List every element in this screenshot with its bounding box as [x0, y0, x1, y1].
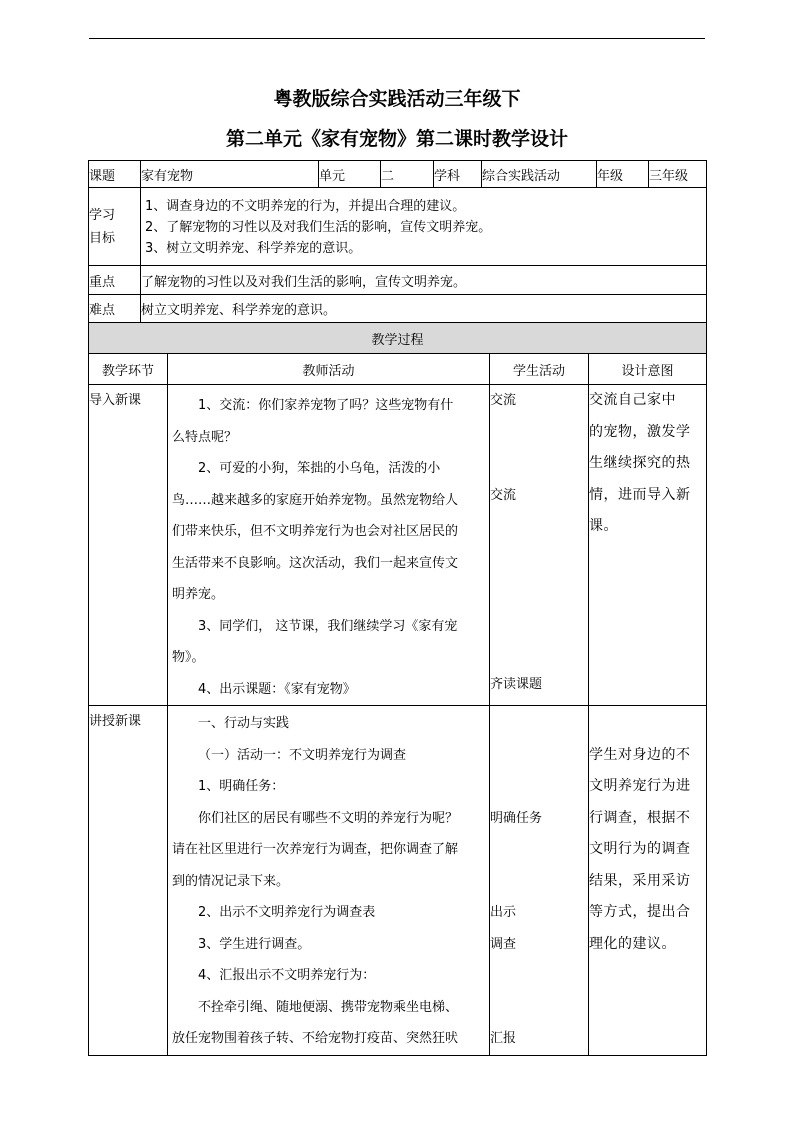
teach-intent-line: 等方式，提出合: [589, 904, 691, 920]
intro-teacher-activity: [168, 385, 490, 706]
teach-teacher-line: 不拴牵引绳、随地便溺、携带宠物乘坐电梯、: [198, 999, 459, 1015]
teach-teacher-line: 4、汇报出示不文明养宠行为：: [198, 968, 376, 983]
teach-student-activity: [490, 706, 589, 1056]
difficulty-value: 树立文明养宠、科学养宠的意识。: [141, 295, 707, 323]
teach-intent-line: 结果，采用采访: [589, 872, 691, 889]
intro-design-intent: [589, 385, 707, 706]
teach-teacher-line: 一、行动与实践: [198, 716, 290, 731]
process-header-row: [89, 323, 707, 354]
unit-value: 二: [381, 161, 434, 188]
intro-stage: 导入新课: [89, 385, 168, 706]
intro-row: [89, 385, 707, 706]
goal-item: 1、调查身边的不文明养宠的行为，并提出合理的建议。: [145, 199, 466, 214]
teach-teacher-line: （一）活动一：不文明养宠行为调查: [198, 747, 407, 763]
intro-teacher-line: 4、出示课题：《家有宠物》: [198, 681, 356, 697]
intro-teacher-line: 么特点呢？: [172, 429, 238, 445]
intro-intent-line: 交流自己家中: [589, 392, 676, 408]
goals-label-line2: 目标: [89, 230, 116, 246]
doc-subtitle: 第二单元《家有宠物》第二课时教学设计: [225, 128, 568, 150]
intro-intent-line: 生继续探究的热: [589, 455, 691, 471]
goal-item: 3、树立文明养宠、科学养宠的意识。: [145, 241, 362, 256]
intro-teacher-line: 1、交流：你们家养宠物了吗？这些宠物有什: [198, 398, 454, 413]
goal-item: 2、了解宠物的习性以及对我们生活的影响，宣传文明养宠。: [145, 220, 492, 235]
teach-student-item: 明确任务: [490, 810, 543, 826]
intro-teacher-line: 们带来快乐，但不文明养宠行为也会对社区居民的: [172, 524, 459, 539]
teach-teacher-line: 到的情况记录下来。: [172, 873, 290, 889]
unit-label: 单元: [319, 161, 381, 188]
info-row-goals: [89, 188, 707, 266]
doc-title: 粤教版综合实践活动三年级下: [273, 88, 521, 110]
teach-intent-line: 文明行为的调查: [589, 841, 691, 857]
intro-intent-line: 课。: [589, 518, 618, 534]
goals-label: [89, 188, 141, 266]
process-column-headers: [89, 354, 707, 385]
topic-value: 家有宠物: [141, 161, 319, 188]
intro-teacher-line: 2、可爱的小狗，笨拙的小乌龟，活泼的小: [198, 461, 441, 476]
goals-label-line1: 学习: [89, 207, 116, 223]
teach-teacher-line: 2、出示不文明养宠行为调查表: [198, 905, 376, 920]
teach-teacher-activity: [168, 706, 490, 1056]
info-row-difficulty: [89, 295, 707, 323]
key-label: 重点: [89, 266, 141, 295]
teach-student-item: 汇报: [490, 1031, 517, 1046]
grade-label: 年级: [597, 161, 649, 188]
teach-intent-line: 行调查，根据不: [589, 809, 691, 826]
col-teacher-header: 教师活动: [168, 354, 490, 385]
teach-teacher-line: 1、明确任务：: [198, 779, 285, 794]
lesson-info-table: [88, 160, 707, 354]
teach-teacher-line: 3、学生进行调查。: [198, 936, 311, 952]
intro-teacher-line: 明养宠。: [172, 587, 225, 602]
teach-teacher-line: 请在社区里进行一次养宠行为调查，把你调查了解: [172, 842, 459, 857]
col-intent-header: 设计意图: [589, 354, 707, 385]
intro-student-activity: [490, 385, 589, 706]
teach-row: [89, 706, 707, 1056]
teach-teacher-line: 放任宠物围着孩子转、不给宠物打疫苗、突然狂吠: [172, 1031, 459, 1046]
difficulty-label: 难点: [89, 295, 141, 323]
intro-teacher-line: 3、同学们， 这节课，我们继续学习《家有宠: [198, 618, 458, 634]
intro-student-item: 齐读课题: [490, 676, 543, 692]
intro-student-item: 交流: [490, 393, 517, 408]
key-value: 了解宠物的习性以及对我们生活的影响，宣传文明养宠。: [141, 266, 707, 295]
info-row-key: [89, 266, 707, 295]
teaching-process-table: [88, 353, 707, 1056]
intro-teacher-line: 生活带来不良影响。这次活动，我们一起来宣传文: [172, 555, 459, 571]
teach-design-intent: [589, 706, 707, 1056]
teach-teacher-line: 你们社区的居民有哪些不文明的养宠行为呢？: [198, 810, 459, 826]
subject-value: 综合实践活动: [482, 161, 597, 188]
col-student-header: 学生活动: [490, 354, 589, 385]
teach-stage: 讲授新课: [89, 706, 168, 1056]
teach-intent-line: 学生对身边的不: [589, 746, 691, 763]
header-rule: [89, 38, 705, 39]
teach-student-item: 出示: [490, 905, 517, 920]
topic-label: 课题: [89, 161, 141, 188]
info-row-topic: [89, 161, 707, 188]
subject-label: 学科: [434, 161, 482, 188]
process-header: 教学过程: [89, 323, 707, 354]
intro-intent-line: 情，进而导入新: [589, 486, 691, 503]
intro-teacher-line: 鸟……越来越多的家庭开始养宠物。虽然宠物给人: [172, 492, 459, 508]
goals-list: [141, 188, 707, 266]
teach-student-item: 调查: [490, 936, 517, 952]
grade-value: 三年级: [649, 161, 707, 188]
intro-student-item: 交流: [490, 487, 517, 503]
teach-intent-line: 文明养宠行为进: [589, 778, 691, 794]
intro-intent-line: 的宠物，激发学: [589, 423, 691, 440]
col-stage-header: 教学环节: [89, 354, 168, 385]
teach-intent-line: 理化的建议。: [589, 935, 676, 952]
intro-teacher-line: 物》。: [172, 650, 205, 665]
